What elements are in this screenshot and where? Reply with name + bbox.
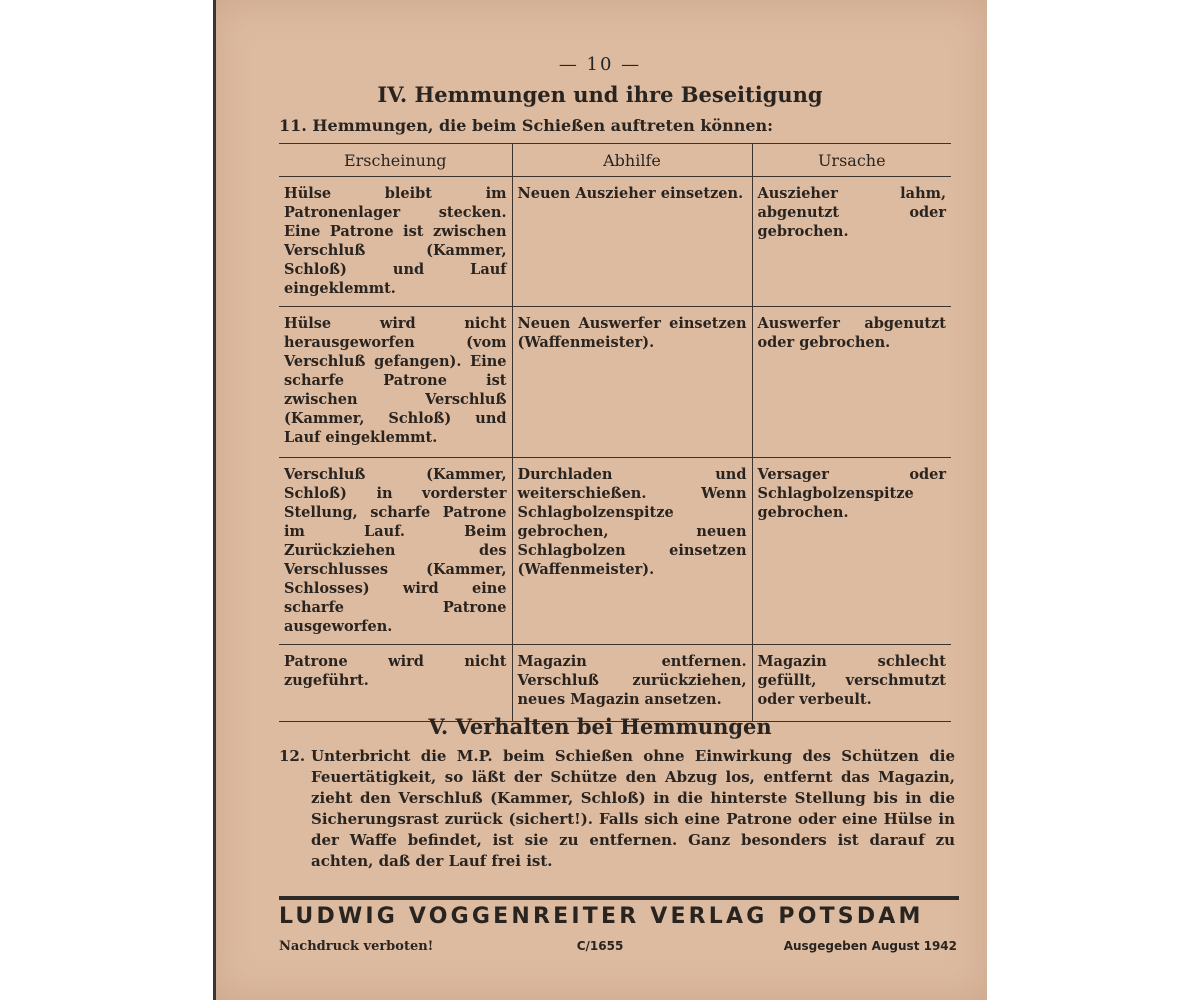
issue-date: Ausgegeben August 1942 — [783, 939, 957, 953]
cell-erscheinung: Patrone wird nicht zugeführt. — [279, 645, 512, 722]
cell-abhilfe: Neuen Auszieher einsetzen. — [512, 177, 752, 307]
section-iv-title: IV. Hemmungen und ihre Beseitigung — [377, 82, 823, 107]
publication-code: C/1655 — [576, 939, 624, 953]
section-iv-intro: 11. Hemmungen, die beim Schießen auftreten können: — [279, 116, 774, 135]
jam-table — [279, 143, 951, 722]
page-number: — 10 — — [558, 54, 642, 75]
page-spine — [213, 0, 216, 1000]
paragraph-text: Unterbricht die M.P. beim Schießen ohne Einwirkung des Schützen die Feuertätigkeit, so läßt der Schütze den Abzug los, entfernt das Magazin, zieht den Verschluß (Kammer, Schloß) in die hinterste Stellung bis in die Sicherungsrast zurück (sichert!). Falls sich eine Patrone oder eine Hülse in der Waffe befindet, ist sie zu entfernen. Ganz besonders ist darauf zu achten, daß der Lauf frei ist. — [311, 747, 955, 870]
publisher-name: LUDWIG VOGGENREITER VERLAG POTSDAM — [279, 904, 924, 929]
cell-erscheinung: Hülse wird nicht herausgeworfen (vom Verschluß gefangen). Eine scharfe Patrone ist zwischen Verschluß (Kammer, Schloß) und Lauf eingeklemmt. — [279, 307, 512, 458]
paragraph-number: 12. — [279, 747, 306, 765]
table-row — [279, 177, 951, 307]
header-ursache: Ursache — [752, 144, 951, 177]
booklet-page — [213, 0, 987, 1000]
cell-ursache: Auswerfer abgenutzt oder gebrochen. — [752, 307, 951, 458]
table-header-row — [279, 144, 951, 177]
cell-ursache: Magazin schlecht gefüllt, verschmutzt oder verbeult. — [752, 645, 951, 722]
header-erscheinung: Erscheinung — [279, 144, 512, 177]
table-row — [279, 307, 951, 458]
table-row — [279, 645, 951, 722]
cell-abhilfe: Neuen Auswerfer einsetzen (Waffenmeister). — [512, 307, 752, 458]
cell-ursache: Versager oder Schlagbolzenspitze gebrochen. — [752, 458, 951, 645]
table-row — [279, 458, 951, 645]
cell-abhilfe: Durchladen und weiterschießen. Wenn Schlagbolzenspitze gebrochen, neuen Schlagbolzen einsetzen (Waffenmeister). — [512, 458, 752, 645]
reprint-notice: Nachdruck verboten! — [279, 939, 434, 954]
cell-ursache: Auszieher lahm, abgenutzt oder gebrochen. — [752, 177, 951, 307]
cell-abhilfe: Magazin entfernen. Verschluß zurückziehen, neues Magazin ansetzen. — [512, 645, 752, 722]
cell-erscheinung: Verschluß (Kammer, Schloß) in vorderster Stellung, scharfe Patrone im Lauf. Beim Zurückziehen des Verschlusses (Kammer, Schlosses) wird eine scharfe Patrone ausgeworfen. — [279, 458, 512, 645]
cell-erscheinung: Hülse bleibt im Patronenlager stecken. Eine Patrone ist zwischen Verschluß (Kammer, Schloß) und Lauf eingeklemmt. — [279, 177, 512, 307]
section-v-title: V. Verhalten bei Hemmungen — [428, 714, 772, 739]
header-abhilfe: Abhilfe — [512, 144, 752, 177]
section-v-paragraph — [279, 746, 955, 872]
footer-divider — [279, 896, 959, 900]
